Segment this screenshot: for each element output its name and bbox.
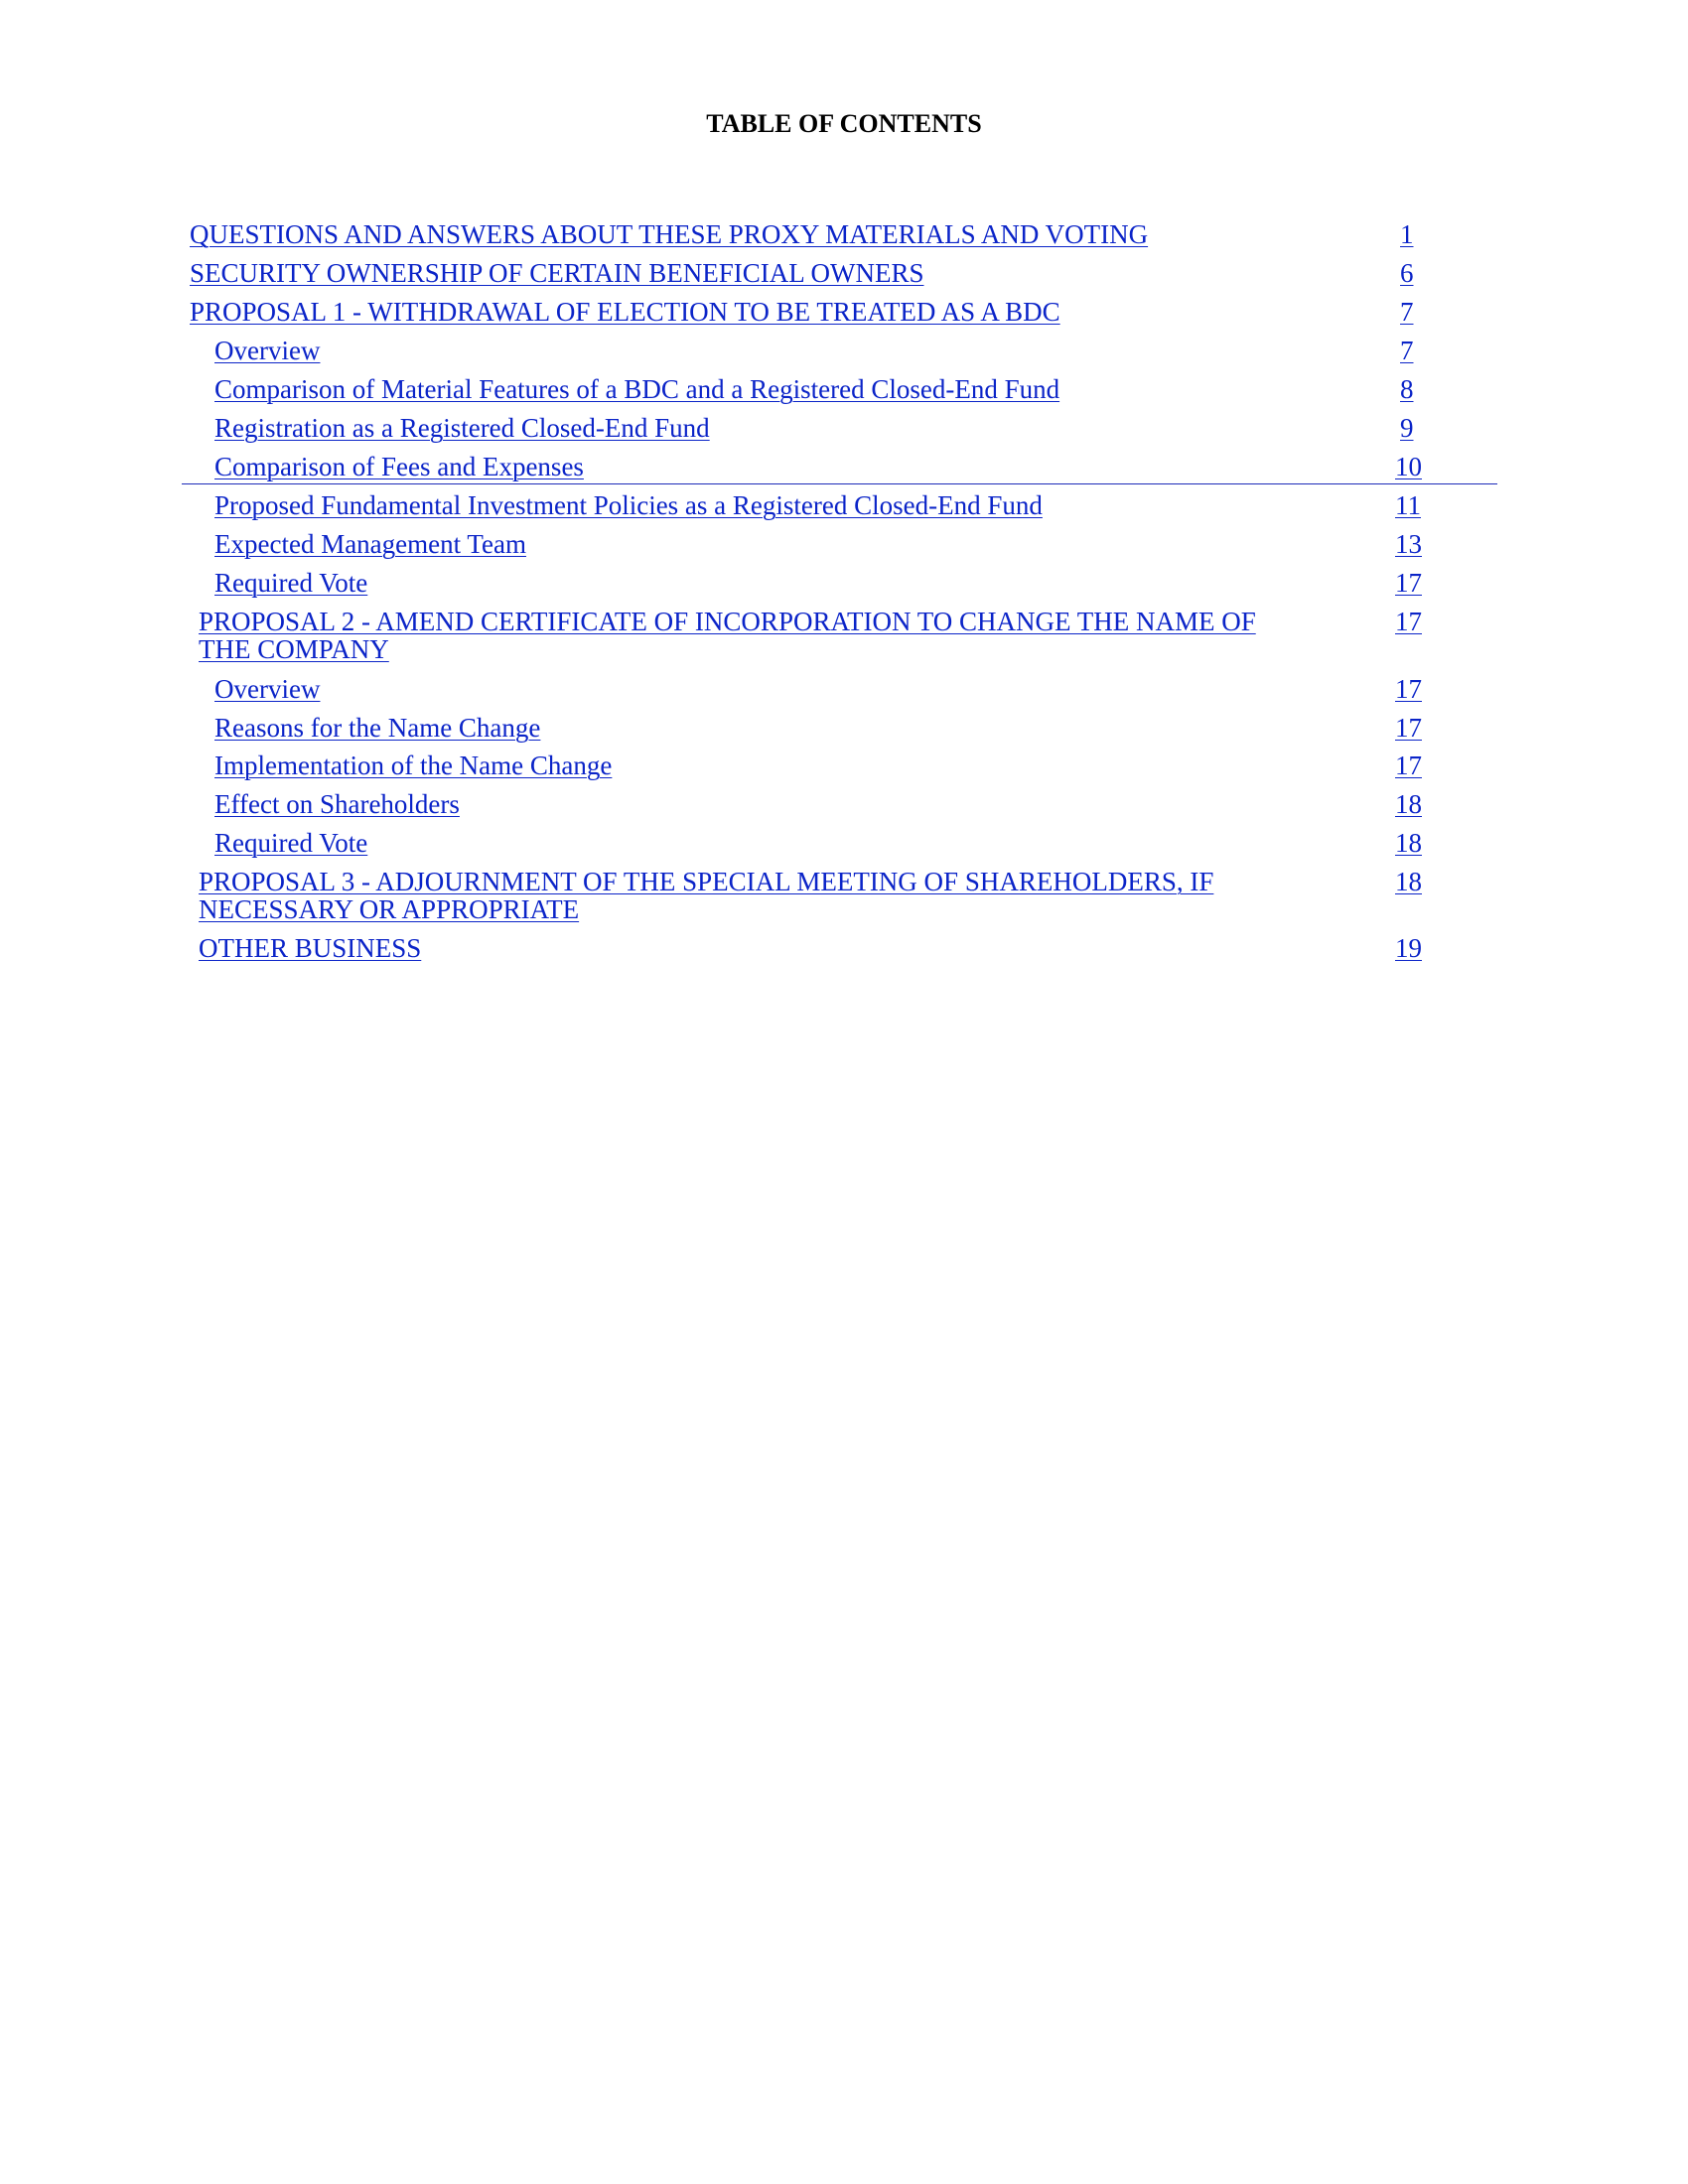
toc-entry-label-line-2: NECESSARY OR APPROPRIATE	[199, 894, 580, 924]
toc-page-number[interactable]: 17	[1395, 568, 1422, 598]
toc-page-number[interactable]: 6	[1400, 258, 1414, 288]
toc-page-number[interactable]: 17	[1395, 674, 1422, 704]
toc-page-number[interactable]: 7	[1400, 297, 1414, 327]
toc-link-comparison-fees[interactable]	[214, 453, 584, 480]
toc-entry-label: Required Vote	[214, 568, 368, 598]
toc-page-number[interactable]: 13	[1395, 529, 1422, 559]
toc-entry-label: SECURITY OWNERSHIP OF CERTAIN BENEFICIAL OWNERS	[190, 258, 924, 288]
toc-page-number[interactable]: 10	[1395, 452, 1422, 481]
toc-entry-label: PROPOSAL 1 - WITHDRAWAL OF ELECTION TO BE TREATED AS A BDC	[190, 297, 1060, 327]
toc-page-number[interactable]: 18	[1395, 867, 1422, 896]
toc-entry-label: QUESTIONS AND ANSWERS ABOUT THESE PROXY MATERIALS AND VOTING	[190, 219, 1149, 249]
toc-link-proposal-2[interactable]	[199, 608, 1256, 663]
toc-page-number[interactable]: 17	[1395, 713, 1422, 743]
toc-link-overview[interactable]	[214, 337, 320, 364]
toc-entry-label: Comparison of Material Features of a BDC and a Registered Closed-End Fund	[214, 374, 1060, 404]
page-title: TABLE OF CONTENTS	[706, 109, 982, 138]
horizontal-rule	[182, 483, 1497, 484]
toc-entry-label: Effect on Shareholders	[214, 789, 460, 819]
toc-entry-label: Reasons for the Name Change	[214, 713, 541, 743]
toc-page-number[interactable]: 8	[1400, 374, 1414, 404]
toc-page-number[interactable]: 17	[1395, 751, 1422, 780]
toc-entry-label-line-1: PROPOSAL 2 - AMEND CERTIFICATE OF INCORPORATION TO CHANGE THE NAME OF	[199, 607, 1256, 636]
toc-entry-label: Proposed Fundamental Investment Policies as a Registered Closed-End Fund	[214, 490, 1043, 520]
toc-link-overview[interactable]	[214, 675, 320, 703]
toc-entry-label: Comparison of Fees and Expenses	[214, 452, 584, 481]
toc-entry-label: OTHER BUSINESS	[199, 933, 422, 963]
toc-page-number[interactable]: 18	[1395, 789, 1422, 819]
toc-entry-label: Implementation of the Name Change	[214, 751, 613, 780]
toc-link-comparison-material-features[interactable]	[214, 375, 1059, 403]
toc-page-number[interactable]: 17	[1395, 607, 1422, 636]
toc-link-required-vote[interactable]	[214, 829, 367, 857]
toc-link-implementation-name-change[interactable]	[214, 751, 612, 779]
toc-link-questions-and-answers[interactable]	[190, 220, 1148, 248]
toc-page-number[interactable]: 18	[1395, 828, 1422, 858]
toc-link-proposal-3[interactable]	[199, 868, 1213, 923]
toc-link-effect-on-shareholders[interactable]	[214, 790, 460, 818]
toc-entry-label-line-1: PROPOSAL 3 - ADJOURNMENT OF THE SPECIAL MEETING OF SHAREHOLDERS, IF	[199, 867, 1214, 896]
toc-page-number[interactable]: 9	[1400, 413, 1414, 443]
toc-entry-label: Overview	[214, 674, 321, 704]
toc-entry-label: Required Vote	[214, 828, 368, 858]
toc-link-registration[interactable]	[214, 414, 710, 442]
toc-page-number[interactable]: 1	[1400, 219, 1414, 249]
toc-page-number[interactable]: 7	[1400, 336, 1414, 365]
toc-page-number[interactable]: 19	[1395, 933, 1422, 963]
toc-page-number[interactable]: 11	[1395, 490, 1421, 520]
toc-link-management-team[interactable]	[214, 530, 526, 558]
toc-link-required-vote[interactable]	[214, 569, 367, 597]
toc-link-other-business[interactable]	[199, 934, 421, 962]
toc-entry-label: Overview	[214, 336, 321, 365]
toc-link-reasons-name-change[interactable]	[214, 714, 540, 742]
toc-link-fundamental-policies[interactable]	[214, 491, 1043, 519]
toc-link-proposal-1[interactable]	[190, 298, 1060, 326]
toc-link-security-ownership[interactable]	[190, 259, 923, 287]
toc-entry-label: Expected Management Team	[214, 529, 526, 559]
toc-entry-label: Registration as a Registered Closed-End Fund	[214, 413, 710, 443]
toc-entry-label-line-2: THE COMPANY	[199, 634, 389, 664]
